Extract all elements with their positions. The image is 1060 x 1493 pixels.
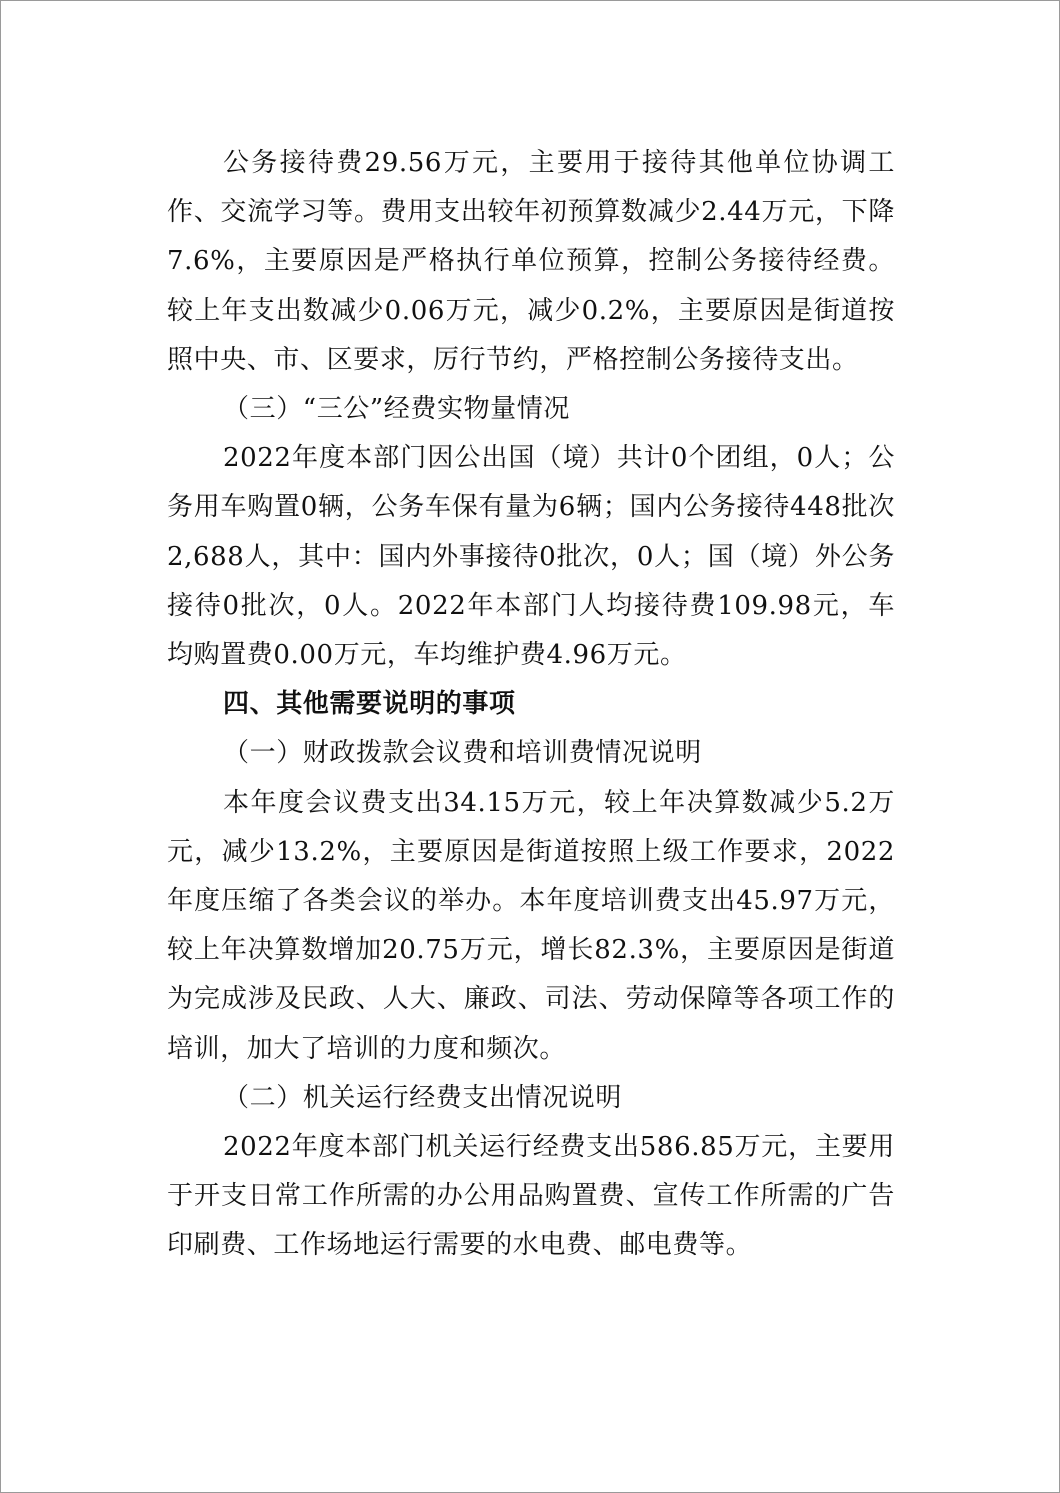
subheading-meeting-training-fees: （一）财政拨款会议费和培训费情况说明 xyxy=(223,738,702,769)
subheading-operating-expenses: （二）机关运行经费支出情况说明 xyxy=(223,1082,623,1113)
paragraph-operating-expenses: 2022年度本部门机关运行经费支出586.85万元，主要用于开支日常工作所需的办公用品购置费、宣传工作所需的广告印刷费、工作场地运行需要的水电费、邮电费等。 xyxy=(167,1132,895,1261)
subheading-physical-quantity: （三）“三公”经费实物量情况 xyxy=(223,394,570,425)
paragraph-meeting-training-fees: 本年度会议费支出34.15万元，较上年决算数减少5.2万元，减少13.2%，主要原因是街道按照上级工作要求，2022年度压缩了各类会议的举办。本年度培训费支出45.97万元，较上年决算数增加20.75万元，增长82.3%，主要原因是街道为完成涉及民政、人大、廉政、司法、劳动保障等各项工作的培训，加大了培训的力度和频次。 xyxy=(167,787,895,1064)
paragraph-reception-expenses: 公务接待费29.56万元，主要用于接待其他单位协调工作、交流学习等。费用支出较年初预算数减少2.44万元，下降7.6%，主要原因是严格执行单位预算，控制公务接待经费。较上年支出数减少0.06万元，减少0.2%，主要原因是街道按照中央、市、区要求，厉行节约，严格控制公务接待支出。 xyxy=(167,148,895,375)
document-body xyxy=(167,139,895,1271)
paragraph-physical-quantity: 2022年度本部门因公出国（境）共计0个团组，0人；公务用车购置0辆，公务车保有量为6辆；国内公务接待448批次2,688人，其中：国内外事接待0批次，0人；国（境）外公务接待0批次，0人。2022年本部门人均接待费109.98元，车均购置费0.00万元，车均维护费4.96万元。 xyxy=(167,443,895,671)
section-heading-other-matters: 四、其他需要说明的事项 xyxy=(223,689,516,720)
